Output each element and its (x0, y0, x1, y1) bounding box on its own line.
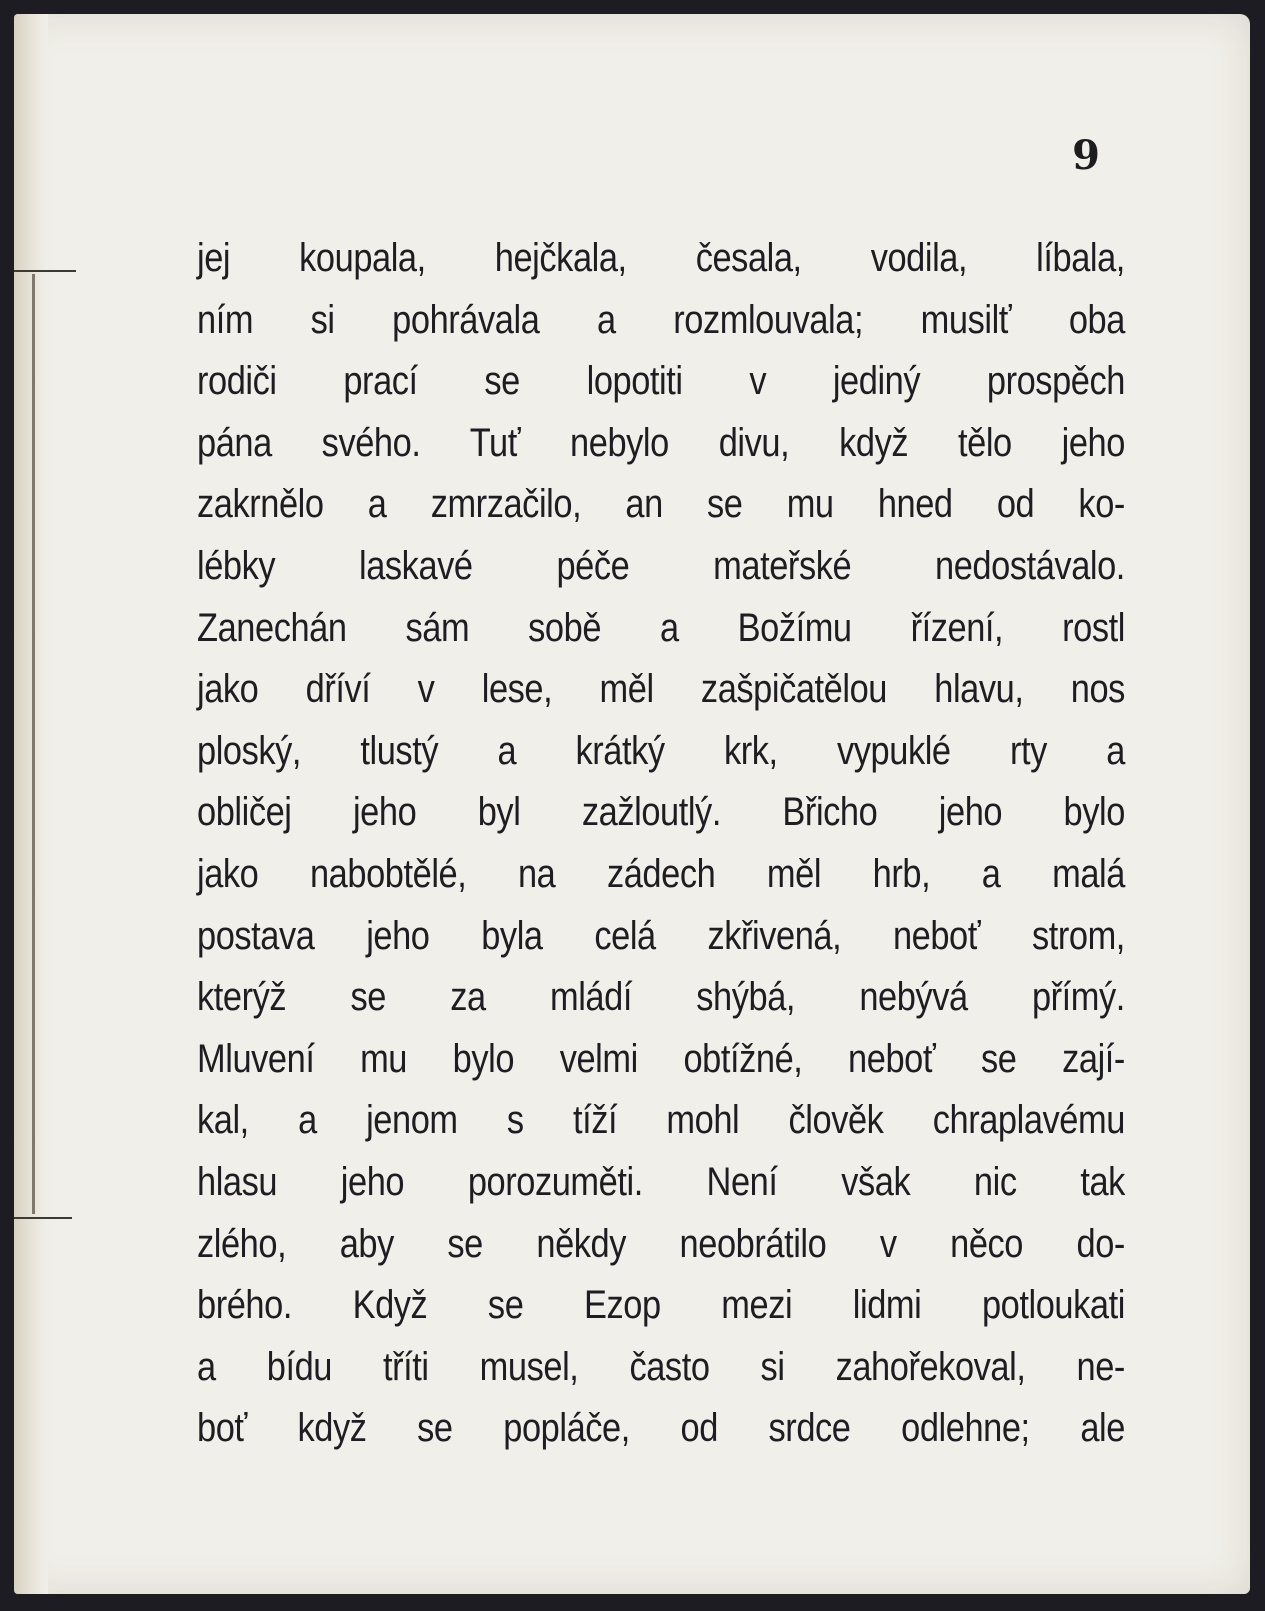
text-line: kal, a jenom s tíží mohl člověk chraplavému (197, 1098, 1125, 1143)
text-line: jej koupala, hejčkala, česala, vodila, líbala, (197, 236, 1125, 280)
text-line: lébky laskavé péče mateřské nedostávalo. (197, 543, 1125, 588)
text-line: Mluvení mu bylo velmi obtížné, neboť se zají- (197, 1036, 1125, 1081)
text-line: boť když se popláče, od srdce odlehne; ale (197, 1406, 1125, 1451)
text-line: ploský, tlustý a krátký krk, vypuklé rty a (197, 728, 1125, 773)
binding-gutter (14, 14, 48, 1594)
text-line: rodiči prací se lopotiti v jediný prospěch (197, 359, 1125, 404)
text-line: kterýž se za mládí shýbá, nebývá přímý. (197, 975, 1125, 1020)
text-line: hlasu jeho porozuměti. Není však nic tak (197, 1159, 1125, 1204)
text-line: a bídu tříti musel, často si zahořekoval, ne- (197, 1344, 1125, 1389)
text-line: postava jeho byla celá zkřivená, neboť strom, (197, 913, 1125, 958)
text-line: Zanechán sám sobě a Božímu řízení, rostl (197, 605, 1125, 650)
page-number: 9 (1072, 132, 1100, 179)
text-line: jako nabobtělé, na zádech měl hrb, a malá (197, 851, 1125, 896)
binding-mark-bottom (14, 1217, 72, 1219)
binding-stitch-line (32, 274, 35, 1214)
text-line: pána svého. Tuť nebylo divu, když tělo jeho (197, 420, 1125, 465)
text-line: jako dříví v lese, měl zašpičatělou hlavu, nos (197, 667, 1125, 712)
text-line: zlého, aby se někdy neobrátilo v něco do- (197, 1221, 1125, 1266)
body-text (197, 228, 1125, 1460)
text-line: ním si pohrávala a rozmlouvala; musilť oba (197, 297, 1125, 342)
binding-mark-top (14, 270, 76, 272)
book-page (14, 14, 1250, 1594)
text-line: obličej jeho byl zažloutlý. Břicho jeho bylo (197, 790, 1125, 835)
text-line: zakrnělo a zmrzačilo, an se mu hned od ko- (197, 482, 1125, 527)
text-line: brého. Když se Ezop mezi lidmi potloukati (197, 1283, 1125, 1328)
